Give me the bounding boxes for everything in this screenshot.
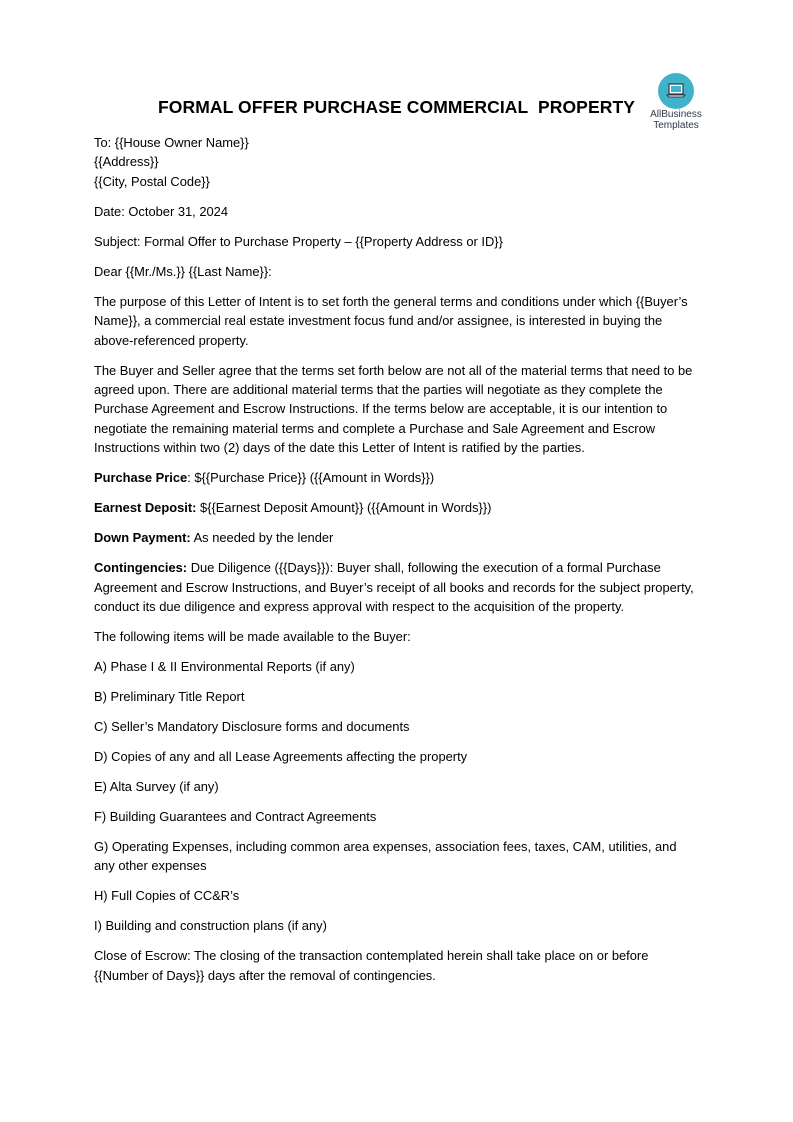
agreement-paragraph: The Buyer and Seller agree that the terms set forth below are not all of the material terms that need to be agreed upon. There are additional material terms that the parties will negotiate as they complete the Purchase Agreement and Escrow Instructions. If the terms below are acceptable, it is our intention to negotiate the remaining material terms and complete a Purchase and Sale Agreement and Escrow Instructions within two (2) days of the date this Letter of Intent is ratified by the parties. xyxy=(94,362,693,456)
close-of-escrow-paragraph: Close of Escrow: The closing of the transaction contemplated herein shall take place on or before {{Number of Days}} days after the removal of contingencies. xyxy=(94,948,649,983)
list-item: E) Alta Survey (if any) xyxy=(94,779,219,795)
down-payment-label: Down Payment: xyxy=(94,530,191,546)
contingencies-label: Contingencies: xyxy=(94,560,188,576)
list-item: B) Preliminary Title Report xyxy=(94,689,245,705)
purchase-price-label: Purchase Price xyxy=(94,470,188,486)
letter-date: Date: October 31, 2024 xyxy=(94,203,229,219)
earnest-deposit-label: Earnest Deposit: xyxy=(94,500,197,516)
list-item: A) Phase I & II Environmental Reports (if any) xyxy=(94,659,355,675)
purpose-paragraph: The purpose of this Letter of Intent is to set forth the general terms and conditions under which {{Buyer’s Name}}, a commercial real estate investment focus fund and/or assignee, is interested in buying the above-referenced property. xyxy=(94,293,688,348)
earnest-deposit-value: ${{Earnest Deposit Amount}} ({{Amount in Words}}) xyxy=(196,500,492,516)
items-intro: The following items will be made available to the Buyer: xyxy=(94,629,411,645)
down-payment-term xyxy=(94,528,694,547)
down-payment-value: As needed by the lender xyxy=(190,530,334,546)
salutation: Dear {{Mr./Ms.}} {{Last Name}}: xyxy=(94,263,272,279)
document-title: FORMAL OFFER PURCHASE COMMERCIAL PROPERTY xyxy=(157,97,636,117)
logo-text-line2: Templates xyxy=(653,120,699,131)
list-item: G) Operating Expenses, including common area expenses, association fees, taxes, CAM, utilities, and any other expenses xyxy=(94,839,677,874)
recipient-address: {{Address}} xyxy=(94,154,159,170)
list-item: I) Building and construction plans (if any) xyxy=(94,918,327,934)
earnest-deposit-term xyxy=(94,498,694,517)
purchase-price-value: : ${{Purchase Price}} ({{Amount in Words}}) xyxy=(187,470,435,486)
list-item: D) Copies of any and all Lease Agreements affecting the property xyxy=(94,749,468,765)
letter-subject: Subject: Formal Offer to Purchase Property – {{Property Address or ID}} xyxy=(94,233,503,249)
list-item: C) Seller’s Mandatory Disclosure forms and documents xyxy=(94,719,410,735)
list-item: H) Full Copies of CC&R’s xyxy=(94,888,240,904)
document-body xyxy=(94,133,698,996)
purchase-price-term xyxy=(94,468,694,487)
recipient-name: To: {{House Owner Name}} xyxy=(94,135,249,150)
contingencies-term xyxy=(94,558,698,616)
list-item: F) Building Guarantees and Contract Agreements xyxy=(94,809,377,825)
contingencies-value: Due Diligence ({{Days}}): Buyer shall, following the execution of a formal Purchase Agreement and Escrow Instructions, and Buyer’s receipt of all books and records for the subject property, conduct its due diligence and express approval with respect to the acquisition of the property. xyxy=(94,560,698,615)
logo-text-line1: AllBusiness xyxy=(650,109,702,120)
recipient-city: {{City, Postal Code}} xyxy=(94,173,210,189)
recipient-block xyxy=(94,133,694,191)
